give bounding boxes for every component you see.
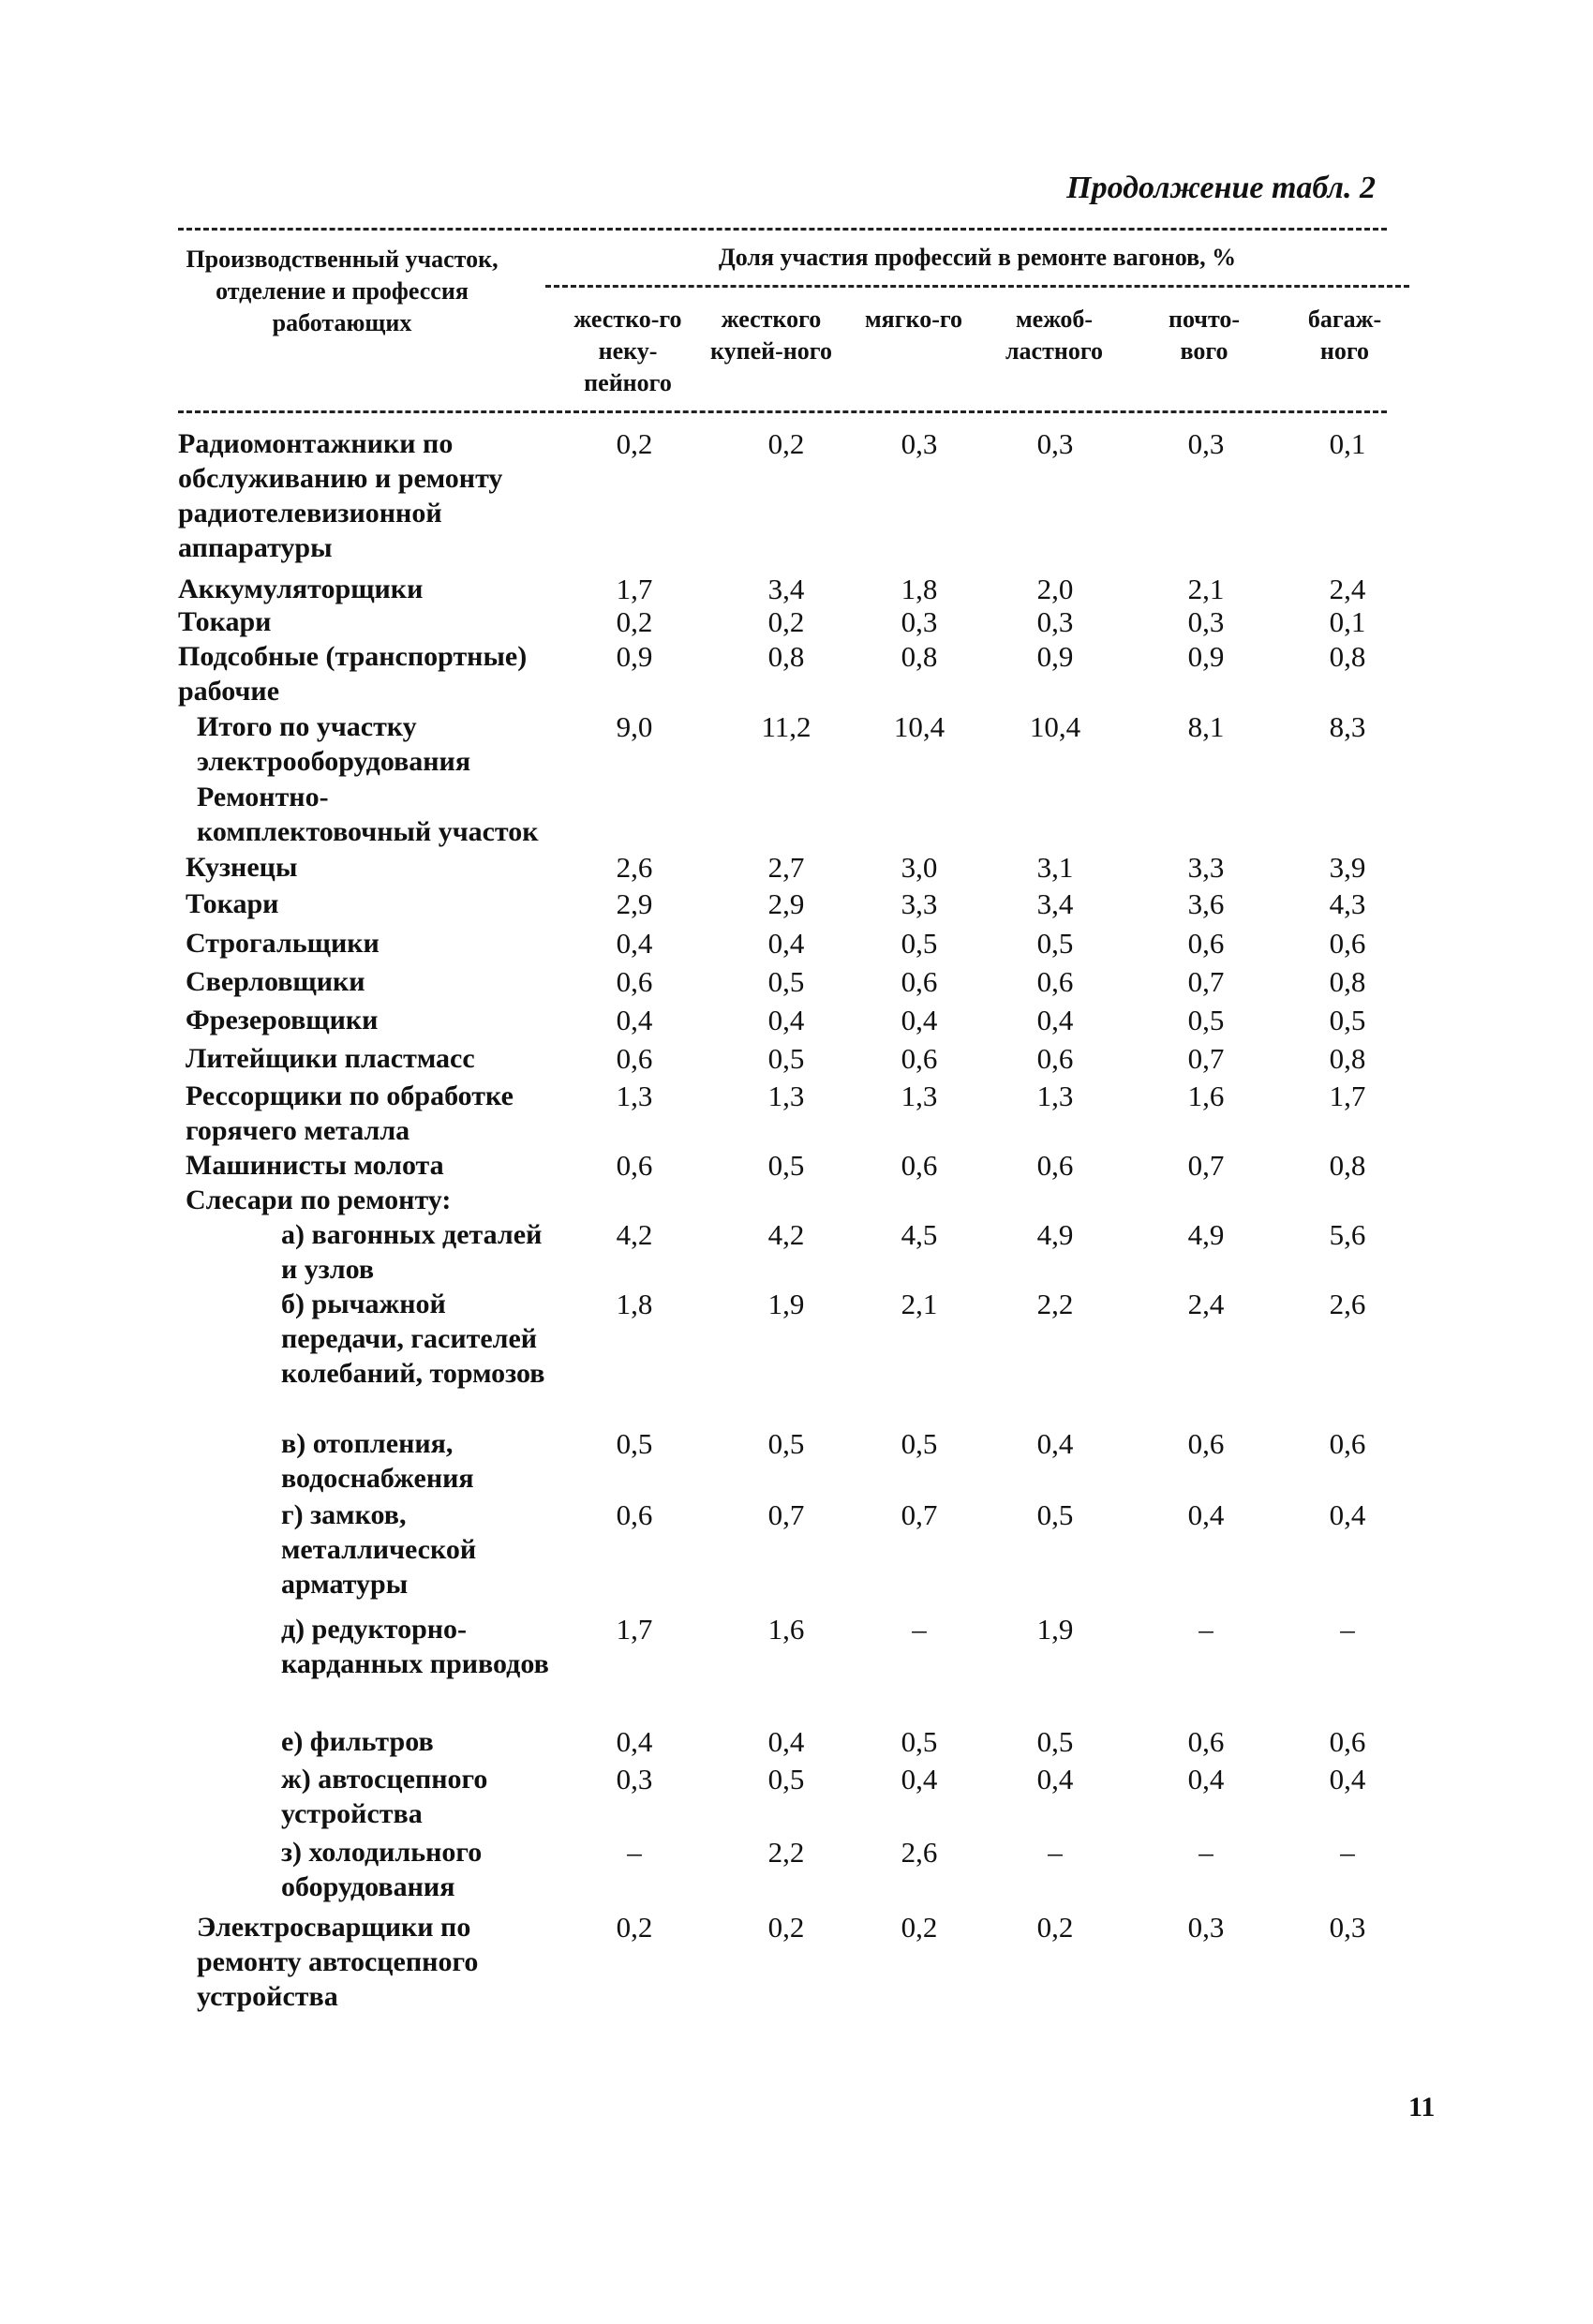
cell-value: 0,4 [1036,1763,1074,1795]
cell-value: 0,3 [1036,427,1074,460]
row-label: Подсобные (транспортные) рабочие [178,641,528,707]
cell-value: 1,9 [1036,1613,1074,1646]
cell-value: 0,6 [901,1149,938,1182]
cell-value: 0,5 [616,1427,653,1460]
cell-value: 3,0 [901,851,938,884]
cell-value: 10,4 [1029,710,1081,743]
cell-value: 0,8 [901,640,938,673]
cell-value: 3,3 [901,887,938,920]
row-label: Рессорщики по обработке горячего металла [186,1080,514,1146]
cell-value: 3,6 [1187,887,1225,920]
col-header-3: мягко-го [864,305,963,333]
cell-value: 10,4 [893,710,945,743]
cell-value: 0,3 [1187,427,1225,460]
cell-value: 0,4 [1187,1763,1225,1795]
header-sub-rule [545,285,1409,288]
cell-value: 0,2 [616,605,653,638]
cell-value: 0,6 [901,965,938,998]
cell-value: 0,5 [767,1427,805,1460]
cell-value: 0,1 [1329,605,1366,638]
cell-value: 1,3 [767,1080,805,1112]
cell-value: 1,7 [616,1613,653,1646]
cell-value: 0,5 [901,1427,938,1460]
cell-value: 0,6 [1187,1725,1225,1758]
cell-value: – [1198,1836,1213,1869]
cell-value: 0,2 [767,605,805,638]
cell-value: 0,8 [1329,640,1366,673]
cell-value: 2,6 [901,1836,938,1869]
cell-value: 2,9 [616,887,653,920]
row-label: в) отопления, водоснабжения [281,1428,474,1494]
cell-value: 0,3 [901,427,938,460]
cell-value: 0,5 [767,965,805,998]
cell-value: 0,2 [767,427,805,460]
cell-value: 2,9 [767,887,805,920]
cell-value: 0,4 [1329,1763,1366,1795]
cell-value: 0,3 [1036,605,1074,638]
cell-value: 0,6 [1329,1725,1366,1758]
cell-value: 5,6 [1329,1218,1366,1251]
cell-value: 2,4 [1329,573,1366,605]
cell-value: 0,6 [1187,927,1225,960]
cell-value: 4,2 [616,1218,653,1251]
row-label: Аккумуляторщики [178,574,424,604]
row-label: Фрезеровщики [186,1005,379,1035]
cell-value: 0,2 [1036,1911,1074,1944]
cell-value: 0,8 [767,640,805,673]
page-number: 11 [1408,2092,1436,2123]
row-label: б) рычажной передачи, гасителей колебаний, тормозов [281,1289,545,1389]
col-header-6: багаж-ного [1307,305,1382,365]
cell-value: – [1340,1836,1355,1869]
cell-value: 0,5 [1187,1004,1225,1036]
cell-value: 0,4 [767,927,805,960]
cell-value: 3,4 [767,573,805,605]
row-label: Токари [178,606,272,637]
cell-value: 0,8 [1329,1042,1366,1075]
cell-value: 1,7 [1329,1080,1366,1112]
cell-value: 0,4 [767,1004,805,1036]
cell-value: 8,1 [1187,710,1225,743]
cell-value: 0,6 [616,1149,653,1182]
cell-value: 0,8 [1329,965,1366,998]
cell-value: 0,6 [1329,927,1366,960]
cell-value: 0,6 [1036,1149,1074,1182]
cell-value: 0,9 [1187,640,1225,673]
cell-value: 0,4 [901,1004,938,1036]
cell-value: 0,7 [1187,965,1225,998]
cell-value: 0,2 [901,1911,938,1944]
cell-value: 0,3 [1329,1911,1366,1944]
col-header-4: межоб-ластного [1005,305,1104,365]
cell-value: – [912,1613,927,1646]
cell-value: 0,5 [767,1763,805,1795]
cell-value: – [1198,1613,1213,1646]
col-header-2: жесткого купей-ного [710,305,832,365]
cell-value: 2,2 [767,1836,805,1869]
cell-value: 0,5 [901,1725,938,1758]
cell-value: 0,9 [1036,640,1074,673]
cell-value: 0,6 [1187,1427,1225,1460]
cell-value: 0,6 [1036,1042,1074,1075]
row-label: Сверловщики [186,966,365,997]
cell-value: 2,6 [1329,1288,1366,1320]
cell-value: 1,9 [767,1288,805,1320]
cell-value: 3,3 [1187,851,1225,884]
cell-value: 4,3 [1329,887,1366,920]
row-label: Кузнецы [186,852,298,883]
cell-value: 0,4 [616,1004,653,1036]
row-label: е) фильтров [281,1726,434,1757]
cell-value: 4,5 [901,1218,938,1251]
row-label: з) холодильного оборудования [281,1837,483,1902]
header-first-column: Производственный участок, отделение и профессия работающих [186,246,499,336]
cell-value: 3,4 [1036,887,1074,920]
cell-value: 0,5 [1036,927,1074,960]
table-top-rule [178,228,1387,231]
cell-value: 2,0 [1036,573,1074,605]
row-label: Токари [186,888,279,919]
row-label: Строгальщики [186,928,380,959]
cell-value: – [627,1836,642,1869]
row-label: Машинисты молота [186,1150,444,1181]
cell-value: 0,8 [1329,1149,1366,1182]
row-label: д) редукторно-карданных приводов [281,1614,549,1679]
cell-value: 0,5 [1329,1004,1366,1036]
cell-value: 0,5 [767,1149,805,1182]
row-label: Литейщики пластмасс [186,1043,475,1074]
cell-value: 8,3 [1329,710,1366,743]
cell-value: 11,2 [761,710,811,743]
col-header-5: почто-вого [1168,305,1241,365]
cell-value: 1,6 [1187,1080,1225,1112]
row-label: г) замков, металлической арматуры [281,1499,477,1600]
col-header-1: жестко-го неку-пейного [573,305,682,396]
cell-value: 0,4 [767,1725,805,1758]
cell-value: 0,3 [1187,605,1225,638]
cell-value: 4,9 [1036,1218,1074,1251]
cell-value: 0,6 [1329,1427,1366,1460]
row-label: Слесари по ремонту: [186,1184,452,1215]
cell-value: 0,4 [616,927,653,960]
cell-value: 0,7 [1187,1042,1225,1075]
cell-value: 1,8 [616,1288,653,1320]
row-label: Электросварщики по ремонту автосцепного устройства [197,1912,479,2012]
cell-value: 0,4 [1036,1427,1074,1460]
cell-value: 0,7 [1187,1149,1225,1182]
cell-value: 4,2 [767,1218,805,1251]
header-group: Доля участия профессий в ремонте вагонов, % [718,244,1237,271]
cell-value: 0,5 [1036,1725,1074,1758]
cell-value: 0,4 [1329,1498,1366,1531]
row-label: Ремонтно-комплектовочный участок [197,782,539,847]
cell-value: 0,6 [616,1042,653,1075]
cell-value: 1,3 [901,1080,938,1112]
row-label: Радиомонтажники по обслуживанию и ремонту радиотелевизионной аппаратуры [178,428,503,563]
cell-value: 1,3 [616,1080,653,1112]
cell-value: 0,6 [616,965,653,998]
cell-value: 2,2 [1036,1288,1074,1320]
cell-value: 3,1 [1036,851,1074,884]
cell-value: 0,6 [901,1042,938,1075]
cell-value: 2,4 [1187,1288,1225,1320]
cell-value: 0,6 [616,1498,653,1531]
cell-value: 1,7 [616,573,653,605]
cell-value: 0,2 [767,1911,805,1944]
cell-value: 0,4 [1036,1004,1074,1036]
cell-value: 2,7 [767,851,805,884]
cell-value: 0,2 [616,427,653,460]
cell-value: 3,9 [1329,851,1366,884]
cell-value: 0,1 [1329,427,1366,460]
cell-value: 0,5 [767,1042,805,1075]
cell-value: 0,6 [1036,965,1074,998]
cell-value: 0,3 [901,605,938,638]
cell-value: 4,9 [1187,1218,1225,1251]
continuation-note: Продолжение табл. 2 [1066,171,1376,205]
cell-value: 2,6 [616,851,653,884]
cell-value: 1,6 [767,1613,805,1646]
cell-value: 2,1 [901,1288,938,1320]
cell-value: – [1048,1836,1063,1869]
cell-value: 0,4 [616,1725,653,1758]
row-label: ж) автосцепного устройства [281,1764,488,1829]
row-label: а) вагонных деталей и узлов [281,1219,543,1285]
cell-value: 0,7 [767,1498,805,1531]
cell-value: 0,3 [616,1763,653,1795]
cell-value: 2,1 [1187,573,1225,605]
cell-value: 0,5 [901,927,938,960]
cell-value: 0,9 [616,640,653,673]
cell-value: 1,8 [901,573,938,605]
header-bottom-rule [178,410,1387,413]
cell-value: 0,4 [1187,1498,1225,1531]
row-label: Итого по участку электрооборудования [197,711,471,777]
cell-value: 0,7 [901,1498,938,1531]
cell-value: 0,5 [1036,1498,1074,1531]
cell-value: 0,4 [901,1763,938,1795]
cell-value: – [1340,1613,1355,1646]
cell-value: 1,3 [1036,1080,1074,1112]
cell-value: 0,3 [1187,1911,1225,1944]
cell-value: 0,2 [616,1911,653,1944]
cell-value: 9,0 [616,710,653,743]
